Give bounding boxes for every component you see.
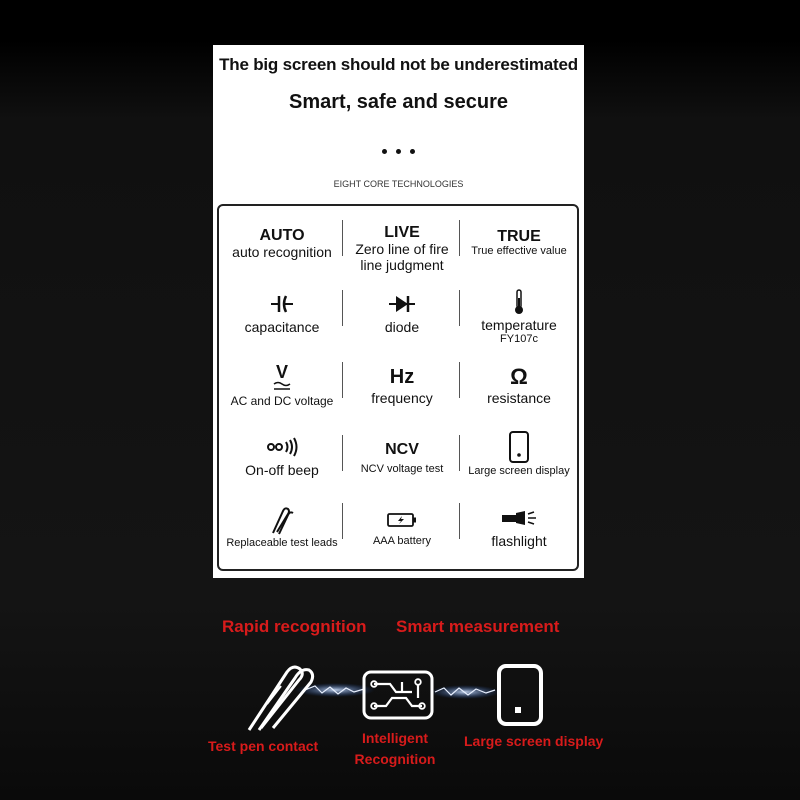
circuit-chip-icon <box>362 670 434 720</box>
auto-desc: auto recognition <box>232 243 332 260</box>
flashlight-icon <box>501 505 537 531</box>
feature-test-leads <box>223 500 341 554</box>
live-title: LIVE <box>384 223 420 241</box>
thermometer-icon <box>513 289 525 315</box>
capacitor-icon <box>269 291 295 317</box>
feature-battery <box>343 500 461 554</box>
battery-label: AAA battery <box>372 534 432 547</box>
ncv-label: NCV voltage test <box>360 462 444 475</box>
subtitle: Smart, safe and secure <box>289 91 508 113</box>
ohm-symbol: Ω <box>510 364 528 389</box>
intelligent-recognition-caption <box>352 728 438 770</box>
dots-decoration <box>213 149 584 157</box>
caption-line-2: Recognition <box>354 751 436 767</box>
beep-icon <box>266 434 298 460</box>
test-pen-caption: Test pen contact <box>208 738 319 754</box>
feature-resistance <box>460 356 578 414</box>
rapid-recognition-title: Rapid recognition <box>222 617 367 636</box>
feature-voltage <box>223 356 341 414</box>
battery-icon <box>387 507 417 533</box>
feature-diode <box>343 288 461 338</box>
beep-label: On-off beep <box>245 462 319 478</box>
feature-flashlight <box>460 500 578 554</box>
feature-ncv <box>343 428 461 484</box>
live-desc-1: Zero line of fire <box>355 240 449 257</box>
smart-measurement-title: Smart measurement <box>396 617 560 636</box>
caption-line-1: Intelligent <box>361 730 429 746</box>
large-screen-label: Large screen display <box>468 464 570 477</box>
frequency-symbol: Hz <box>389 366 415 388</box>
feature-panel <box>213 45 584 578</box>
true-title: TRUE <box>497 228 541 245</box>
capacitance-label: capacitance <box>244 319 320 335</box>
true-desc: True effective value <box>471 245 567 257</box>
flashlight-label: flashlight <box>491 533 547 549</box>
feature-large-screen <box>460 424 578 484</box>
live-desc-2: line judgment <box>360 256 444 273</box>
voltage-label: AC and DC voltage <box>230 394 334 408</box>
large-screen-caption: Large screen display <box>464 733 604 749</box>
feature-beep <box>223 428 341 484</box>
test-leads-icon <box>269 505 295 535</box>
diode-icon <box>388 291 416 317</box>
feature-capacitance <box>223 288 341 338</box>
large-screen-device-icon <box>496 663 544 727</box>
auto-title: AUTO <box>259 226 305 244</box>
feature-true <box>460 220 578 266</box>
features-grid <box>217 204 579 571</box>
feature-live <box>343 220 461 276</box>
temperature-model: FY107c <box>500 332 538 345</box>
phone-screen-icon <box>508 431 530 463</box>
resistance-label: resistance <box>487 390 551 406</box>
frequency-label: frequency <box>371 390 433 406</box>
headline: The big screen should not be underestimated <box>219 55 578 74</box>
feature-temperature <box>460 288 578 346</box>
temperature-label: temperature <box>481 316 557 333</box>
test-pen-icon <box>245 660 317 732</box>
test-leads-label: Replaceable test leads <box>226 536 338 549</box>
diode-label: diode <box>384 319 420 335</box>
section-label: EIGHT CORE TECHNOLOGIES <box>333 179 464 189</box>
ac-dc-voltage-icon <box>273 362 291 392</box>
feature-auto <box>223 220 341 266</box>
feature-frequency <box>343 356 461 414</box>
voltage-symbol: V <box>275 362 288 382</box>
ncv-symbol: NCV <box>385 440 419 458</box>
